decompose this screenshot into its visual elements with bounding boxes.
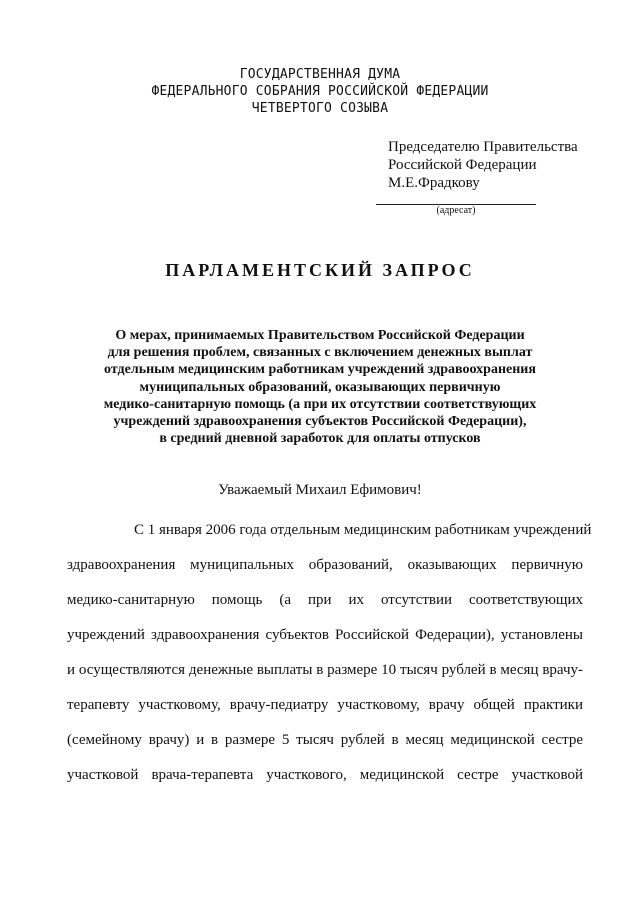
addressee-line-name: М.Е.Фрадкову — [388, 175, 480, 191]
salutation: Уважаемый Михаил Ефимович! — [218, 482, 422, 498]
subject-line: медико-санитарную помощь (а при их отсутствии соответствующих — [103, 396, 537, 412]
request-subject — [60, 327, 580, 447]
issuer-line-convocation: ЧЕТВЕРТОГО СОЗЫВА — [251, 101, 389, 116]
body-line: терапевту участковому, врачу-педиатру участковому, врачу общей практики — [67, 697, 583, 713]
subject-line: отдельным медицинским работникам учреждений здравоохранения — [104, 362, 536, 378]
addressee-caption: (адресат) — [436, 205, 476, 216]
body-line: С 1 января 2006 года отдельным медицинским работникам учреждений — [134, 522, 592, 538]
issuer-line-duma: ГОСУДАРСТВЕННАЯ ДУМА — [239, 67, 401, 82]
body-line: здравоохранения муниципальных образований, оказывающих первичную — [67, 557, 583, 573]
body-line: участковой врача-терапевта участкового, медицинской сестре участковой — [67, 767, 583, 783]
body-paragraph — [67, 520, 592, 800]
addressee-line-position: Председателю Правительства — [388, 139, 578, 155]
document-title: ПАРЛАМЕНТСКИЙ ЗАПРОС — [165, 260, 475, 280]
subject-line: для решения проблем, связанных с включением денежных выплат — [107, 345, 533, 361]
body-line: медико-санитарную помощь (а при их отсутствии соответствующих — [67, 592, 583, 608]
subject-line: муниципальных образований, оказывающих первичную — [139, 379, 501, 395]
addressee-line-country: Российской Федерации — [388, 157, 537, 173]
body-line: учреждений здравоохранения субъектов Российской Федерации), установлены — [67, 627, 583, 643]
issuer-header — [0, 66, 640, 117]
body-line: (семейному врачу) и в размере 5 тысяч рублей в месяц медицинской сестре — [67, 732, 583, 748]
subject-line: О мерах, принимаемых Правительством Российской Федерации — [115, 328, 525, 343]
body-line: и осуществляются денежные выплаты в размере 10 тысяч рублей в месяц врачу- — [67, 662, 583, 678]
addressee-block — [388, 138, 578, 192]
subject-line: в средний дневной заработок для оплаты отпусков — [159, 431, 481, 447]
subject-line: учреждений здравоохранения субъектов Российской Федерации), — [113, 414, 527, 430]
issuer-line-assembly: ФЕДЕРАЛЬНОГО СОБРАНИЯ РОССИЙСКОЙ ФЕДЕРАЦИИ — [151, 84, 489, 99]
